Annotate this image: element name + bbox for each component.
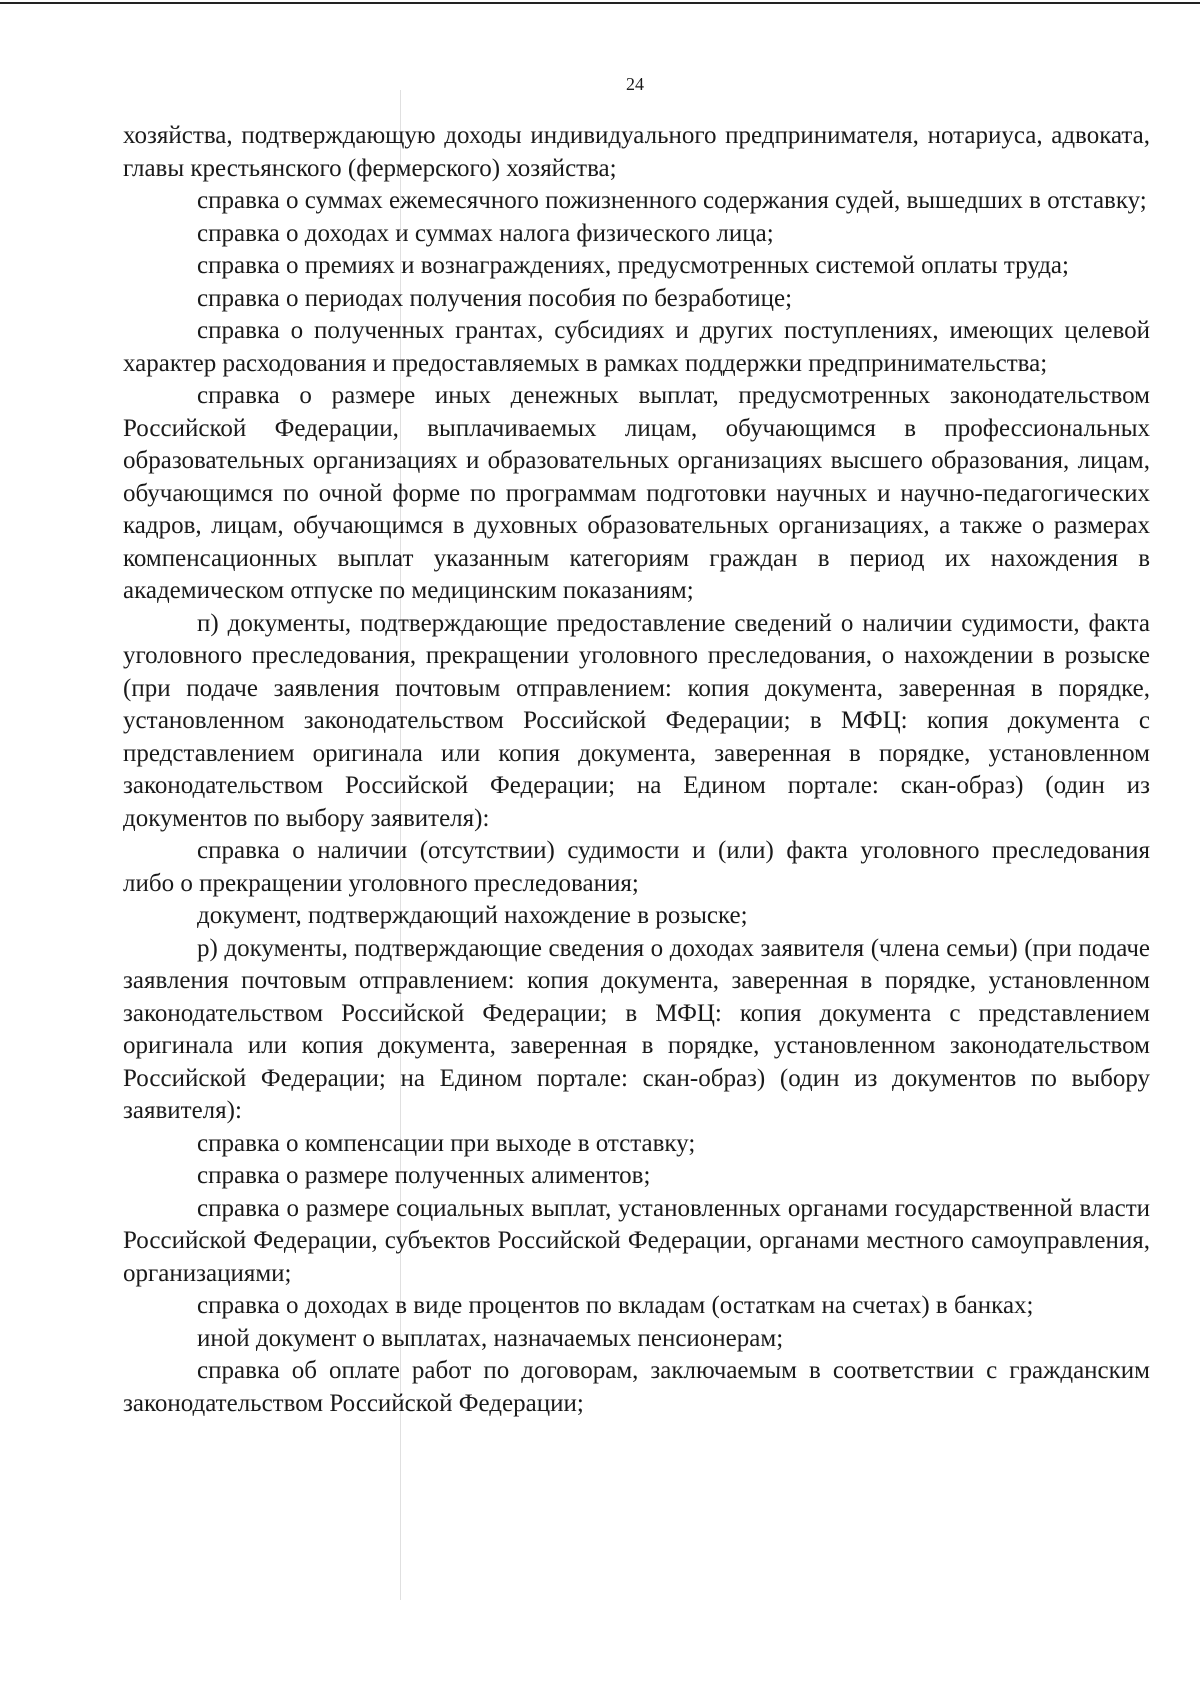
paragraph: справка о размере социальных выплат, установленных органами государственной власти Российской Федерации, субъектов Российской Федерации, органами местного самоуправления, организациями; xyxy=(123,1194,1150,1287)
paragraph: справка о размере полученных алиментов; xyxy=(197,1162,651,1189)
paragraph: справка о доходах в виде процентов по вкладам (остаткам на счетах) в банках; xyxy=(197,1292,1034,1319)
page-number: 24 xyxy=(626,74,644,94)
top-edge-line xyxy=(0,2,1200,4)
paragraph: документ, подтверждающий нахождение в розыске; xyxy=(197,902,748,929)
paragraph: справка об оплате работ по договорам, заключаемым в соответствии с гражданским законодательством Российской Федерации; xyxy=(123,1357,1150,1417)
paragraph: справка о доходах и суммах налога физического лица; xyxy=(197,219,774,247)
paragraph: справка о наличии (отсутствии) судимости и (или) факта уголовного преследования либо о прекращении уголовного преследования; xyxy=(123,837,1150,897)
paragraph: справка о суммах ежемесячного пожизненного содержания судей, вышедших в отставку; xyxy=(197,187,1147,214)
paragraph: справка о размере иных денежных выплат, предусмотренных законодательством Российской Федерации, выплачиваемых лицам, обучающимся в профессиональных образовательных организациях и образовательных организациях высшего образования, лицам, обучающимся по очной форме по программам подготовки научных и научно-педагогических кадров, лицам, обучающимся в духовных образовательных организациях, а также о размерах компенсационных выплат указанным категориям граждан в период их нахождения в академическом отпуске по медицинским показаниям; xyxy=(123,382,1150,604)
paragraph: п) документы, подтверждающие предоставление сведений о наличии судимости, факта уголовного преследования, прекращении уголовного преследования, о нахождении в розыске (при подаче заявления почтовым отправлением: копия документа, заверенная в порядке, установленном законодательством Российской Федерации; в МФЦ: копия документа с представлением оригинала или копия документа, заверенная в порядке, установленном законодательством Российской Федерации; на Едином портале: скан-образ) (один из документов по выбору заявителя): xyxy=(123,609,1150,832)
paragraph: справка о периодах получения пособия по безработице; xyxy=(197,284,793,312)
paragraph: хозяйства, подтверждающую доходы индивидуального предпринимателя, нотариуса, адвоката, главы крестьянского (фермерского) хозяйства; xyxy=(123,122,1150,182)
paragraph: справка о премиях и вознаграждениях, предусмотренных системой оплаты труда; xyxy=(197,252,1069,279)
paragraph: справка о полученных грантах, субсидиях и других поступлениях, имеющих целевой характер расходования и предоставляемых в рамках поддержки предпринимательства; xyxy=(123,317,1150,377)
paragraph: иной документ о выплатах, назначаемых пенсионерам; xyxy=(197,1324,784,1352)
document-body xyxy=(123,120,1150,1420)
paragraph: справка о компенсации при выходе в отставку; xyxy=(197,1129,696,1157)
paragraph: р) документы, подтверждающие сведения о доходах заявителя (члена семьи) (при подаче заявления почтовым отправлением: копия документа, заверенная в порядке, установленном законодательством Российской Федерации; в МФЦ: копия документа с представлением оригинала или копия документа, заверенная в порядке, установленном законодательством Российской Федерации; на Едином портале: скан-образ) (один из документов по выбору заявителя): xyxy=(123,934,1150,1124)
